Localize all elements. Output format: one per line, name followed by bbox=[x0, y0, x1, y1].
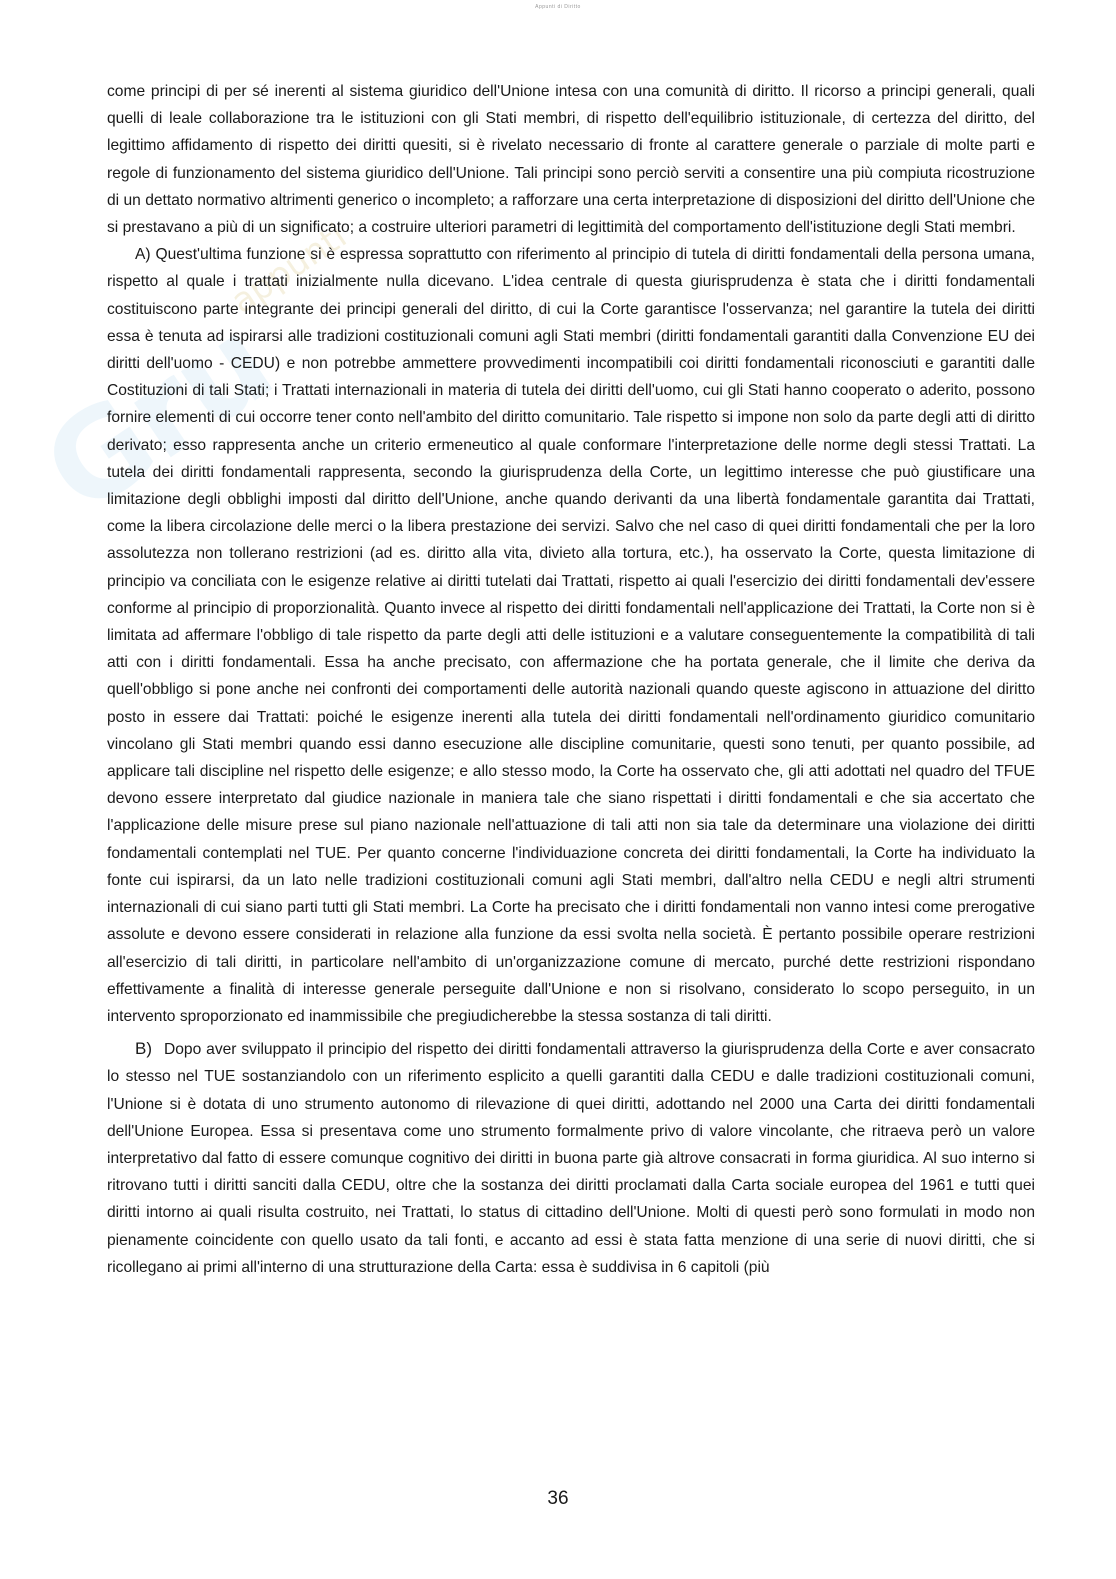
header-mark: Appunti di Diritto bbox=[535, 4, 581, 10]
body-text bbox=[107, 78, 1035, 1281]
page-number: 36 bbox=[547, 1488, 569, 1509]
watermark-sub-text: appunti bbox=[224, 216, 355, 322]
paragraph-1: come principi di per sé inerenti al sistema giuridico dell'Unione intesa con una comunità di diritto. Il ricorso a principi generali, quali quelli di leale collaborazione tra le istituzioni con gli Stati membri, di rispetto dell'equilibrio istituzionale, di certezza del diritto, del legittimo affidamento di rispetto dei diritti quesiti, si è rivelato necessario di fronte al carattere generale o parziale di molte parti e regole di funzionamento del sistema giuridico dell'Unione. Tali principi sono perciò serviti a consentire una più compiuta ricostruzione di un dettato normativo altrimenti generico o incompleto; a rafforzare una certa interpretazione di disposizioni del diritto dell'Unione che si prestavano a più di un significato; a costruire ulteriori parametri di legittimità del comportamento dell'istituzione degli Stati membri. bbox=[107, 83, 1035, 237]
paragraph-3 bbox=[107, 1035, 1035, 1281]
watermark-main-text: Gru bbox=[20, 293, 296, 541]
section-letter: B) bbox=[135, 1039, 152, 1059]
paragraph-2: A) Quest'ultima funzione si è espressa soprattutto con riferimento al principio di tutela di diritti fondamentali della persona umana, rispetto al quale i trattati inizialmente nulla dicevano. L'idea centrale di questa giurisprudenza è stata che i diritti fondamentali costituiscono parte integrante dei principi generali del diritto, di cui la Corte garantisce l'osservanza; nel garantire la tutela dei diritti essa è tenuta ad ispirarsi alle tradizioni costituzionali comuni agli Stati membri (diritti fondamentali garantiti dalla Convenzione EU dei diritti dell'uomo - CEDU) e non potrebbe ammettere provvedimenti incompatibili coi diritti fondamentali riconosciuti e garantiti dalle Costituzioni di tali Stati; i Trattati internazionali in materia di tutela dei diritti dell'uomo, cui gli Stati hanno cooperato o aderito, possono fornire elementi di cui occorre tener conto nell'ambito del diritto comunitario. Tale rispetto si impone non solo da parte degli atti di diritto derivato; esso rappresenta anche un criterio ermeneutico al quale conformare l'interpretazione delle norme degli stessi Trattati. La tutela dei diritti fondamentali rappresenta, secondo la giurisprudenza della Corte, un legittimo interesse che può giustificare una limitazione degli obblighi imposti dal diritto dell'Unione, anche quando derivanti da una libertà fondamentale garantita dai Trattati, come la libera circolazione delle merci o la libera prestazione dei servizi. Salvo che nel caso di quei diritti fondamentali che per la loro assolutezza non tollerano restrizioni (ad es. diritto alla vita, divieto alla tortura, etc.), ha osservato la Corte, questa limitazione di principio va conciliata con le esigenze relative ai diritti tutelati dai Trattati, rispetto ai quali l'esercizio dei diritti fondamentali dev'essere conforme al principio di proporzionalità. Quanto invece al rispetto dei diritti fondamentali nell'applicazione dei Trattati, la Corte non si è limitata ad affermare l'obbligo di tale rispetto da parte degli atti delle istituzioni e a valutare conseguentemente la compatibilità di tali atti con i diritti fondamentali. Essa ha anche precisato, con affermazione che ha portata generale, che il limite che deriva da quell'obbligo si pone anche nei confronti dei comportamenti delle autorità nazionali quando queste agiscono in attuazione del diritto posto in essere dai Trattati: poiché le esigenze inerenti alla tutela dei diritti fondamentali nell'ordinamento giuridico comunitario vincolano gli Stati membri quando essi danno esecuzione alle discipline comunitarie, questi sono tenuti, per quanto possibile, ad applicare tali discipline nel rispetto delle esigenze; e allo stesso modo, la Corte ha osservato che, gli atti adottati nel quadro del TFUE devono essere interpretato dal giudice nazionale in maniera tale che siano rispettati i diritti fondamentali e che sia accertato che l'applicazione delle misure prese sul piano nazionale nell'attuazione di tali atti non sia tale da determinare una violazione dei diritti fondamentali contemplati nel TUE. Per quanto concerne l'individuazione concreta dei diritti fondamentali, la Corte ha individuato la fonte cui ispirarsi, da un lato nelle tradizioni costituzionali comuni agli Stati membri, dall'altro nella CEDU e negli altri strumenti internazionali di cui siano parti tutti gli Stati membri. La Corte ha precisato che i diritti fondamentali non vanno intesi come prerogative assolute e devono essere considerati in relazione alla funzione da essi svolta nella società. È pertanto possibile operare restrizioni all'esercizio di tali diritti, in particolare nell'ambito di un'organizzazione comune di mercato, purché dette restrizioni rispondano effettivamente a finalità di interesse generale perseguite dall'Unione e non si risolvano, considerato lo scopo perseguito, in un intervento sproporzionato ed inammissibile che pregiudicherebbe la stessa sostanza di tali diritti. bbox=[107, 246, 1035, 1025]
paragraph-3-text: Dopo aver sviluppato il principio del rispetto dei diritti fondamentali attraverso la giurisprudenza della Corte e aver consacrato lo stesso nel TUE sostanziandolo con un riferimento esplicito a quelli garantiti dalla CEDU e dalle tradizioni costituzionali comuni, l'Unione si è dotata di uno strumento autonomo di rilevazione di quei diritti, adottando nel 2000 una Carta dei diritti fondamentali dell'Unione Europea. Essa si presentava come uno strumento formalmente privo di valore vincolante, che ritraeva però un valore interpretativo dal fatto di essere comunque cognitivo dei diritti in buona parte già altrove consacrati in forma giuridica. Al suo interno si ritrovano tutti i diritti sanciti dalla CEDU, oltre che la sostanza dei diritti proclamati dalla Carta sociale europea del 1961 e tutti quei diritti intorno ai quali risulta costruito, nei Trattati, lo status di cittadino dell'Unione. Molti di questi però sono formulati in modo non pienamente coincidente con quello usato da tali fonti, e accanto ad essi è stata fatta menzione di una serie di nuovi diritti, che si ricollegano ai primi all'interno di una strutturazione della Carta: essa è suddivisa in 6 capitoli (più bbox=[107, 1041, 1035, 1276]
